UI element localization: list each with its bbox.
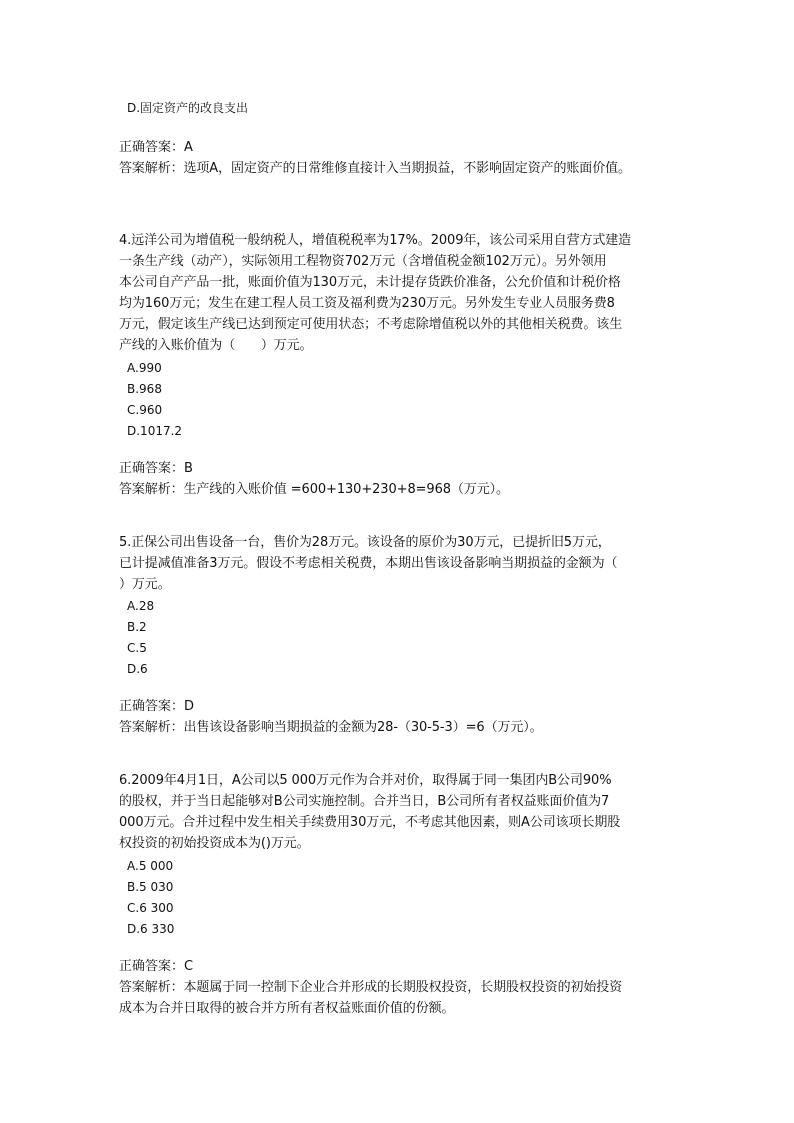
q3-analysis: 答案解析：选项A，固定资产的日常维修直接计入当期损益，不影响固定资产的账面价值。 — [119, 161, 631, 176]
q4-option-c: C.960 — [127, 403, 163, 417]
q4-analysis: 答案解析：生产线的入账价值 =600+130+230+8=968（万元）。 — [119, 482, 509, 497]
q5-answer: 正确答案：D — [119, 699, 195, 714]
q5-analysis: 答案解析：出售该设备影响当期损益的金额为28-（30-5-3）=6（万元）。 — [119, 720, 543, 735]
q6-stem-line-2: 的股权，并于当日起能够对B公司实施控制。合并当日，B公司所有者权益账面价值为7 — [119, 794, 610, 809]
q4-option-b: B.968 — [127, 382, 162, 396]
q5-option-b: B.2 — [127, 620, 147, 634]
q6-answer: 正确答案：C — [119, 959, 194, 974]
q3-answer: 正确答案：A — [119, 140, 193, 155]
q6-stem-line-4: 权投资的初始投资成本为()万元。 — [119, 836, 310, 851]
q4-stem-line-4: 均为160万元；发生在建工程人员工资及福利费为230万元。另外发生专业人员服务费8 — [119, 296, 615, 311]
q4-option-d: D.1017.2 — [127, 424, 183, 438]
q4-option-a: A.990 — [127, 361, 162, 375]
q4-stem-line-6: 产线的入账价值为（ ）万元。 — [119, 338, 313, 353]
q6-option-d: D.6 330 — [127, 922, 175, 936]
q5-stem-line-1: 5.正保公司出售设备一台，售价为28万元。该设备的原价为30万元，已提折旧5万元， — [119, 535, 611, 550]
q6-stem-line-3: 000万元。合并过程中发生相关手续费用30万元，不考虑其他因素，则A公司该项长期股 — [119, 815, 621, 830]
q5-stem-line-2: 已计提减值准备3万元。假设不考虑相关税费，本期出售该设备影响当期损益的金额为（ — [119, 556, 618, 571]
q5-option-a: A.28 — [127, 599, 155, 613]
q3-option-d: D.固定资产的改良支出 — [127, 101, 249, 115]
q4-answer: 正确答案：B — [119, 461, 193, 476]
q5-stem-line-3: ）万元。 — [119, 577, 171, 592]
q5-option-c: C.5 — [127, 641, 147, 655]
q6-option-c: C.6 300 — [127, 901, 174, 915]
q6-analysis-line-1: 答案解析：本题属于同一控制下企业合并形成的长期股权投资，长期股权投资的初始投资 — [119, 980, 623, 995]
q5-option-d: D.6 — [127, 662, 148, 676]
q4-stem-line-3: 本公司自产产品一批，账面价值为130万元，未计提存货跌价准备，公允价值和计税价格 — [119, 275, 621, 290]
q6-option-a: A.5 000 — [127, 859, 174, 873]
q6-option-b: B.5 030 — [127, 880, 174, 894]
q6-analysis-line-2: 成本为合并日取得的被合并方所有者权益账面价值的份额。 — [119, 1001, 455, 1016]
q4-stem-line-5: 万元，假定该生产线已达到预定可使用状态；不考虑除增值税以外的其他相关税费。该生 — [119, 317, 623, 332]
q4-stem-line-2: 一条生产线（动产），实际领用工程物资702万元（含增值税金额102万元）。另外领用 — [119, 254, 607, 269]
q4-stem-line-1: 4.远洋公司为增值税一般纳税人，增值税税率为17%。2009年，该公司采用自营方式建造 — [119, 233, 632, 248]
q6-stem-line-1: 6.2009年4月1日，A公司以5 000万元作为合并对价，取得属于同一集团内B公司90% — [119, 773, 612, 788]
